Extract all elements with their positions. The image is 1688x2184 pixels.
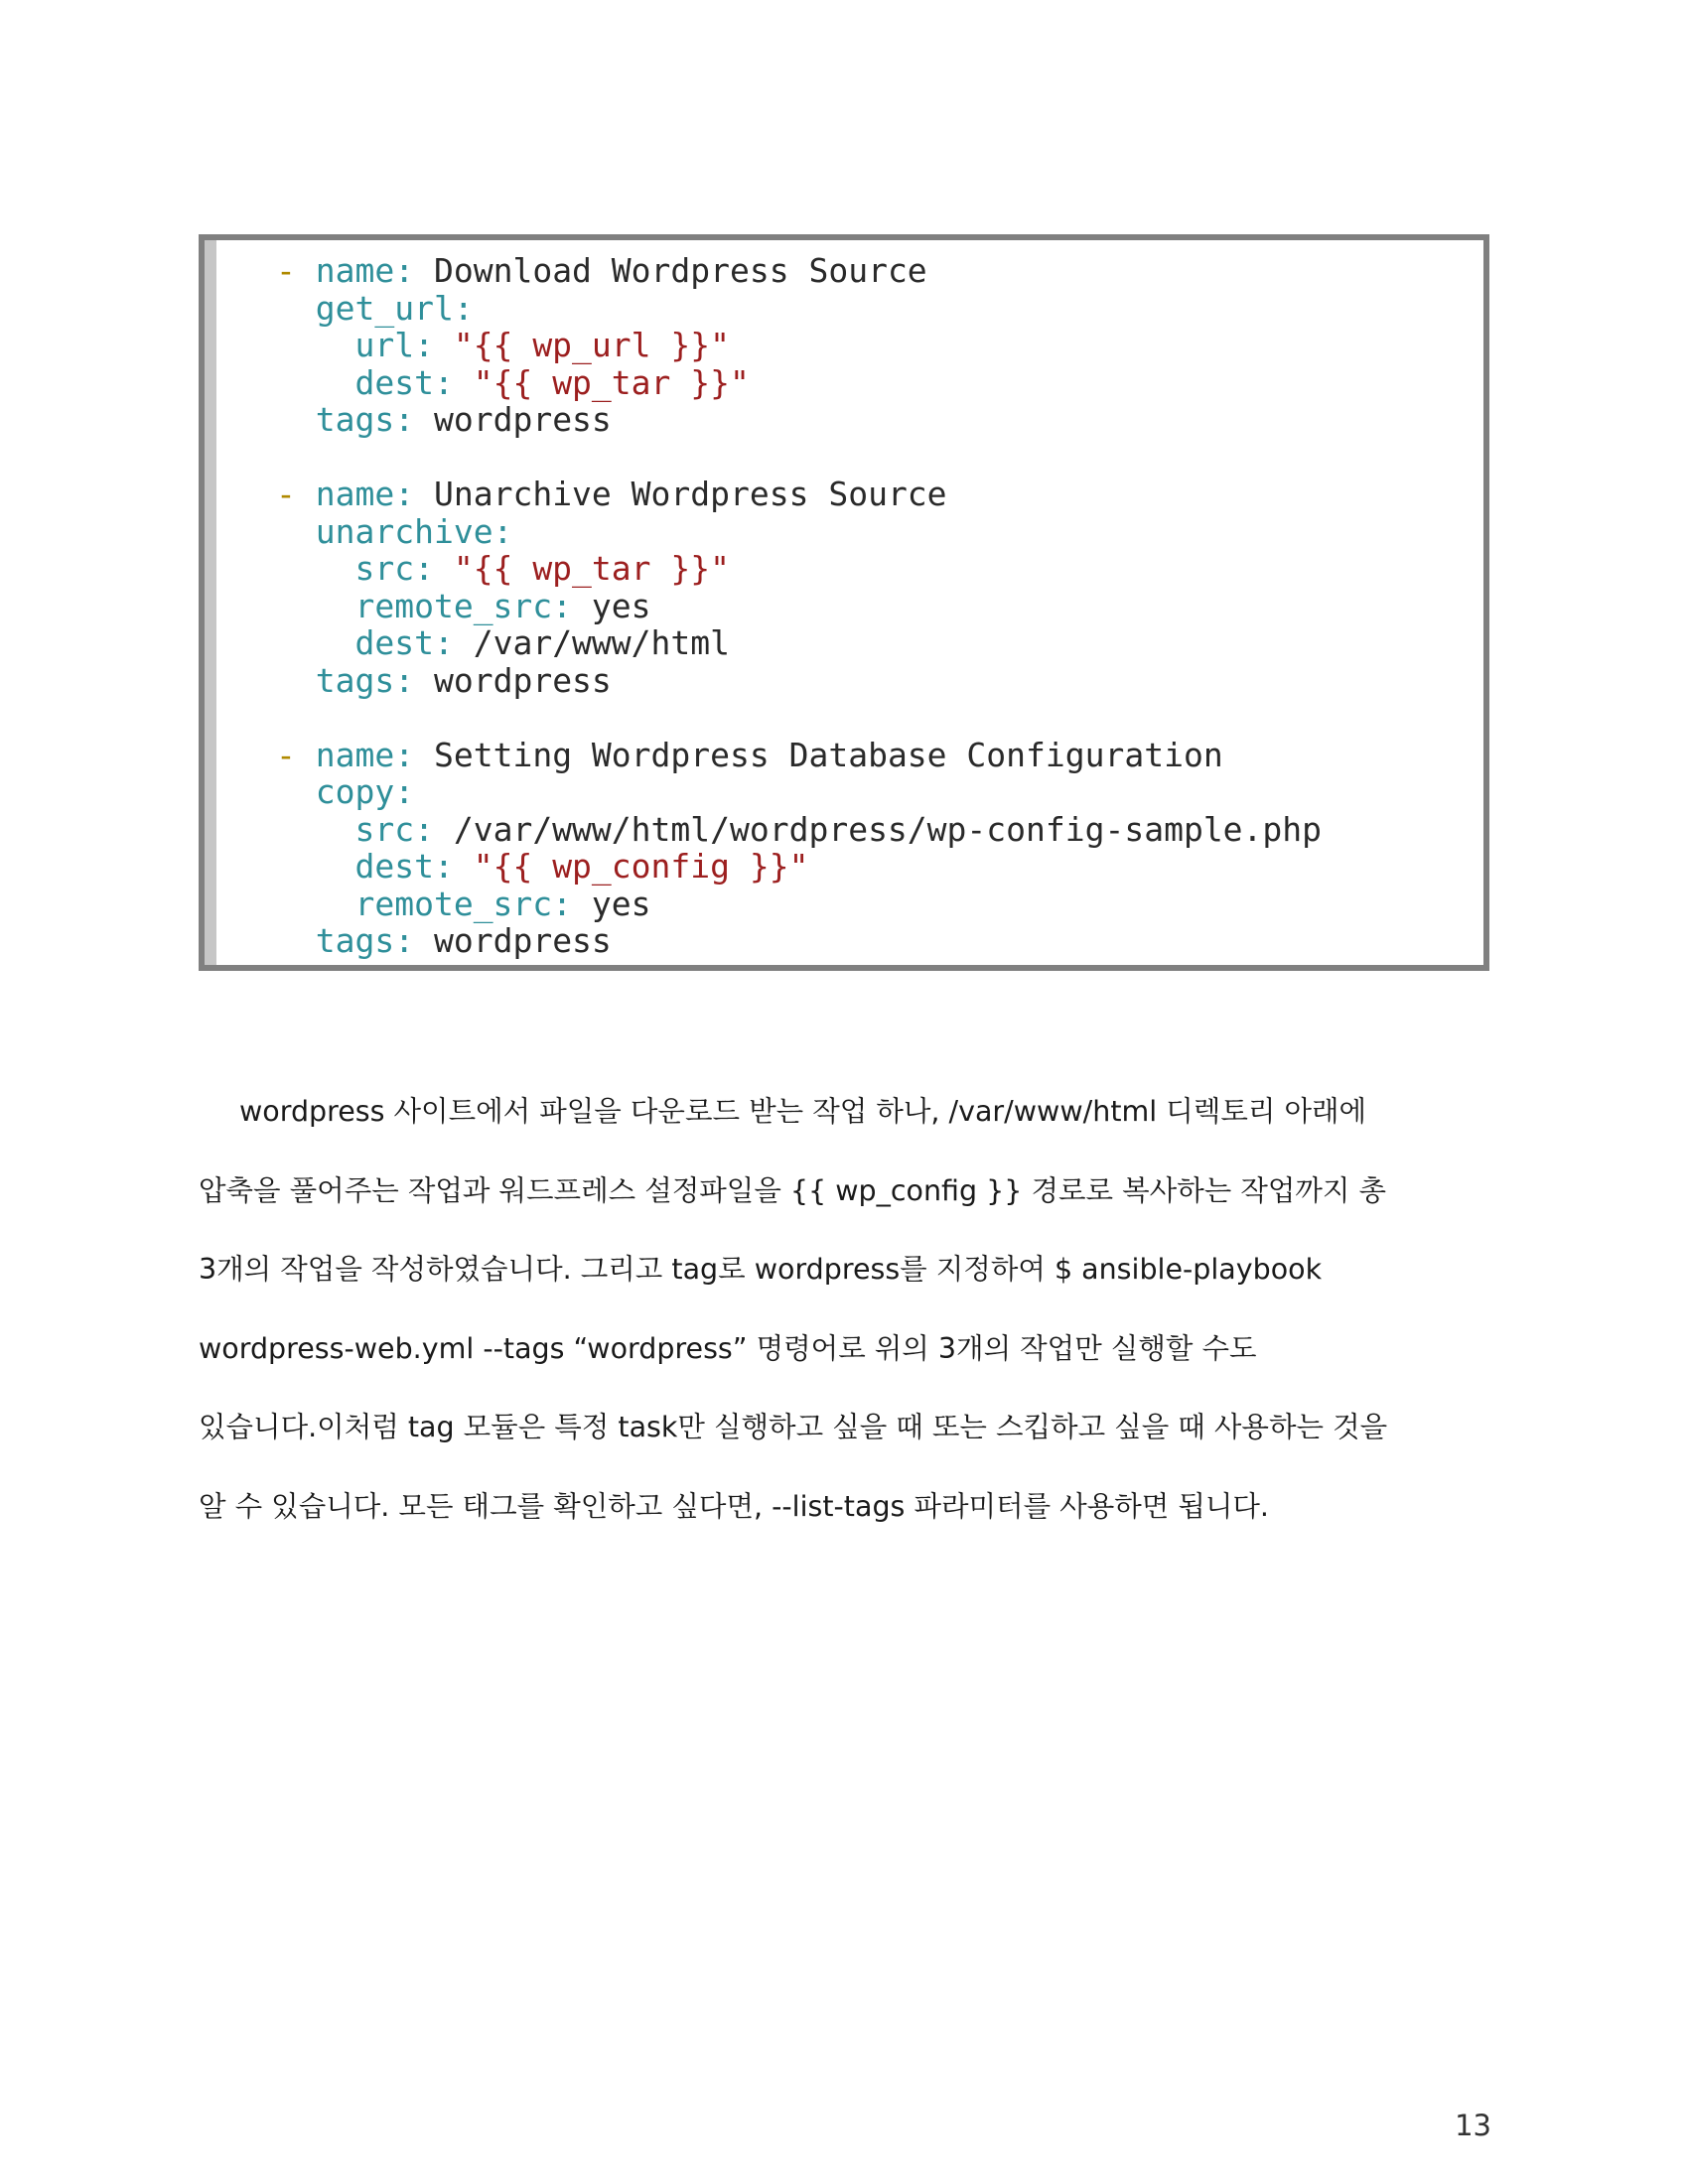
code-line (276, 811, 1322, 849)
code-token-key: copy: (315, 772, 415, 811)
code-token-key: get_url: (315, 288, 474, 328)
code-token-key: : (433, 623, 474, 662)
code-token-key: : (552, 884, 592, 923)
code-token-val (276, 661, 316, 700)
code-token-key: src (354, 809, 415, 849)
code-line (276, 737, 1322, 774)
code-token-str: "{{ wp_tar }}" (473, 362, 750, 402)
code-line (276, 290, 1322, 328)
code-token-val: wordpress (433, 400, 612, 439)
code-token-val (276, 587, 354, 625)
yaml-code (276, 252, 1322, 960)
code-token-dash: - (276, 735, 316, 774)
code-token-key: : (552, 586, 592, 625)
code-token-val: Setting Wordpress Database Configuration (433, 735, 1223, 774)
code-token-val (276, 549, 354, 588)
code-token-key: remote_src (354, 884, 553, 923)
code-token-str: "{{ wp_config }}" (473, 847, 809, 886)
paragraph-line: wordpress-web.yml --tags “wordpress” 명령어로 위의 3개의 작업만 실행할 수도 (199, 1331, 1257, 1365)
code-token-val (276, 400, 316, 439)
code-token-key: : (394, 735, 434, 774)
code-line (276, 699, 1322, 737)
code-token-key: dest (354, 623, 434, 662)
paragraph-line: 있습니다.이처럼 tag 모듈은 특정 task만 실행하고 싶을 때 또는 스킵하고 싶을 때 사용하는 것을 (199, 1411, 1388, 1443)
code-token-val: /var/www/html/wordpress/wp-config-sample.php (453, 809, 1323, 849)
code-token-dash: - (276, 475, 316, 513)
code-token-key: : (414, 326, 454, 364)
code-token-val: Unarchive Wordpress Source (433, 475, 947, 513)
code-line (276, 624, 1322, 662)
code-token-val: Download Wordpress Source (433, 251, 927, 290)
code-token-val: wordpress (433, 921, 612, 960)
code-token-val (276, 885, 354, 923)
code-token-val (276, 326, 354, 364)
code-token-val (276, 289, 316, 328)
code-token-key: name (315, 735, 395, 774)
code-token-key: : (414, 809, 454, 849)
code-token-key: name (315, 475, 395, 513)
code-line (276, 662, 1322, 700)
code-line (276, 773, 1322, 811)
code-token-key: url (354, 326, 415, 364)
code-token-key: : (394, 251, 434, 290)
code-line (276, 513, 1322, 551)
code-token-key: : (414, 549, 454, 588)
code-token-str: "{{ wp_url }}" (453, 326, 730, 364)
code-token-val: /var/www/html (473, 623, 730, 662)
paragraph-line: 압축을 풀어주는 작업과 워드프레스 설정파일을 {{ wp_config }} 경로로 복사하는 작업까지 총 (199, 1173, 1387, 1207)
code-token-key: : (433, 847, 474, 886)
code-line (276, 439, 1322, 477)
code-line (276, 476, 1322, 513)
code-line (276, 886, 1322, 923)
body-paragraph (199, 1092, 1499, 1566)
paragraph-line: 알 수 있습니다. 모든 태그를 확인하고 싶다면, --list-tags 파라미터를 사용하면 됩니다. (199, 1489, 1269, 1523)
code-token-key: unarchive: (315, 511, 513, 551)
code-screenshot (199, 234, 1489, 971)
code-line (276, 401, 1322, 439)
code-token-val (276, 363, 354, 402)
code-token-key: dest (354, 847, 434, 886)
code-token-key: : (394, 921, 434, 960)
code-line (276, 327, 1322, 364)
code-token-str: "{{ wp_tar }}" (453, 549, 730, 588)
code-token-key: : (394, 660, 434, 700)
code-token-val (276, 512, 316, 551)
code-token-key: tags (315, 660, 395, 700)
code-token-key: tags (315, 921, 395, 960)
code-token-val: yes (591, 586, 651, 625)
code-token-val (276, 772, 316, 811)
paragraph-line: 3개의 작업을 작성하였습니다. 그리고 tag로 wordpress를 지정하여 $ ansible-playbook (199, 1253, 1323, 1286)
code-token-key: : (394, 400, 434, 439)
code-line (276, 550, 1322, 588)
code-token-val (276, 921, 316, 960)
code-gutter (205, 240, 216, 965)
code-token-key: dest (354, 362, 434, 402)
code-line (276, 252, 1322, 290)
code-token-val: yes (591, 884, 651, 923)
code-token-key: tags (315, 400, 395, 439)
code-token-key: : (394, 475, 434, 513)
code-line (276, 364, 1322, 402)
code-token-key: : (433, 362, 474, 402)
code-token-key: remote_src (354, 586, 553, 625)
code-token-val: wordpress (433, 660, 612, 700)
code-token-val (276, 847, 354, 886)
code-token-dash: - (276, 251, 316, 290)
code-line (276, 588, 1322, 625)
code-token-val (276, 623, 354, 662)
code-line (276, 848, 1322, 886)
page-number: 13 (1455, 2109, 1491, 2142)
paragraph-line: wordpress 사이트에서 파일을 다운로드 받는 작업 하나, /var/www/html 디렉토리 아래에 (239, 1095, 1367, 1128)
code-line (276, 922, 1322, 960)
code-token-key: src (354, 549, 415, 588)
code-token-key: name (315, 251, 395, 290)
code-token-val (276, 810, 354, 849)
